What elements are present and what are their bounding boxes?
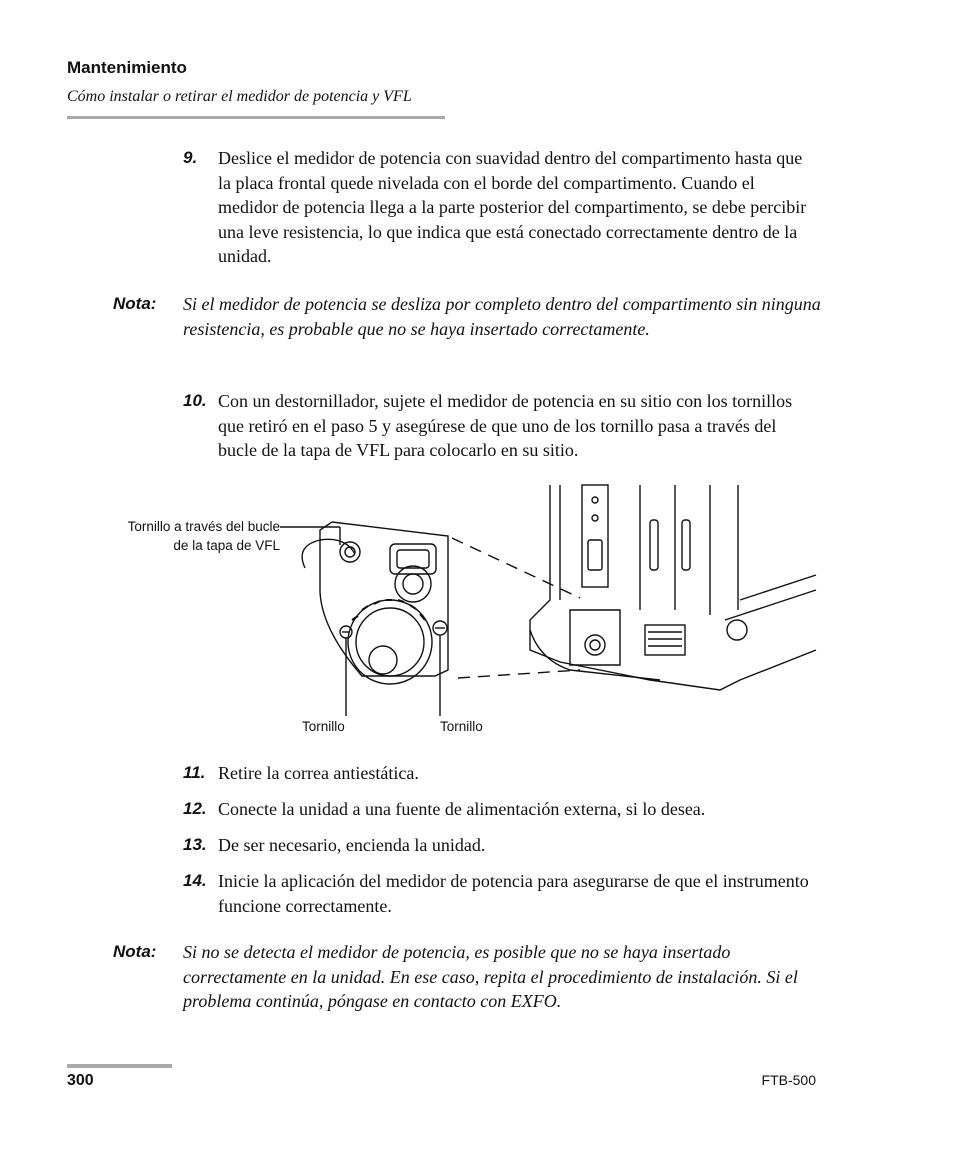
page-number: 300 [67,1072,94,1089]
step-text-13: De ser necesario, encienda la unidad. [218,835,486,855]
callout-vfl-loop-screw [100,517,280,555]
section-title: Mantenimiento [67,58,187,77]
callout-screw-left: Tornillo [302,719,345,734]
step-number-9: 9. [183,148,198,167]
vfl-cap-screw [340,542,360,562]
note-label-2: Nota: [113,942,157,961]
zoom-line-bottom [458,670,580,678]
header-divider [67,116,445,119]
step-number-14: 14. [183,871,207,890]
callout-screw-right: Tornillo [440,719,483,734]
zoom-line-top [452,538,580,598]
step-number-10: 10. [183,391,207,410]
step-text-14: Inicie la aplicación del medidor de potencia para asegurarse de que el instrumento funcione correctamente. [218,871,809,916]
step-text-10: Con un destornillador, sujete el medidor de potencia en su sitio con los tornillos que retiró en el paso 5 y asegúrese de que uno de los tornillo pasa a través del bucle de la tapa de VFL para colocarlo en su sitio. [218,391,793,461]
installed-power-meter [570,610,620,665]
ftb-unit-body [530,485,816,690]
note-text-1: Si el medidor de potencia se desliza por completo dentro del compartimento sin ninguna resistencia, es probable que no se haya insertado correctamente. [183,294,821,339]
callout-line-2: de la tapa de VFL [173,538,280,553]
callout-line-1: Tornillo a través del bucle [127,519,280,534]
step-number-13: 13. [183,835,207,854]
note-text-2: Si no se detecta el medidor de potencia, es posible que no se haya insertado correctamente en la unidad. En ese caso, repita el procedimiento de instalación. Si el problema continúa, póngase en contacto con EXFO. [183,942,798,1012]
step-number-12: 12. [183,799,207,818]
document-name: FTB-500 [761,1072,816,1088]
step-text-12: Conecte la unidad a una fuente de alimentación externa, si lo desea. [218,799,706,819]
note-label: Nota: [113,294,157,313]
footer-divider [67,1064,172,1068]
step-number-11: 11. [183,763,206,782]
step-text-11: Retire la correa antiestática. [218,763,419,783]
section-subtitle: Cómo instalar o retirar el medidor de potencia y VFL [67,88,412,105]
step-text-9: Deslice el medidor de potencia con suavidad dentro del compartimento hasta que la placa frontal quede nivelada con el borde del compartimento. Cuando el medidor de potencia llega a la parte posterior del compartimento, se debe percibir una leve resistencia, lo que indica que está conectado correctamente dentro de la unidad. [218,148,807,267]
unit-panel [582,485,608,587]
